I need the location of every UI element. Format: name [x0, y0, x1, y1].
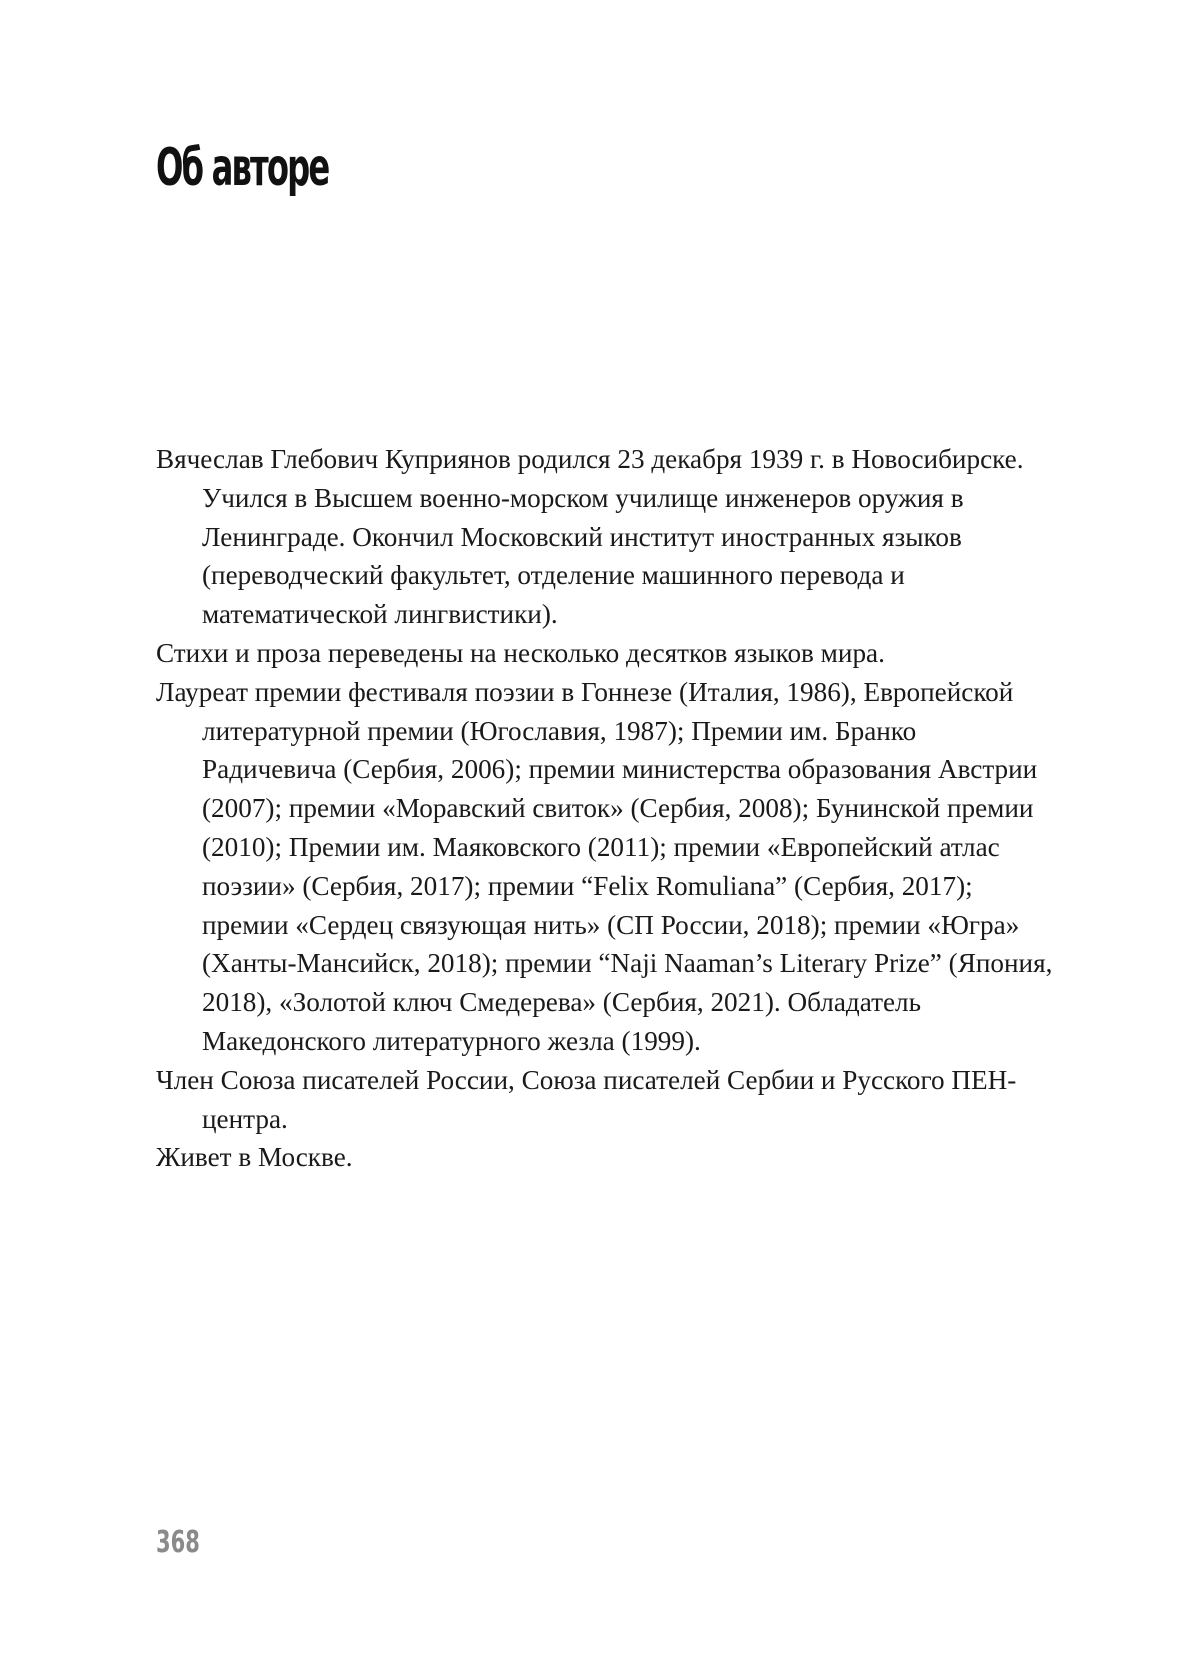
- bio-paragraph-memberships: Член Союза писателей России, Союза писателей Сербии и Русского ПЕН-центра.: [156, 1064, 1017, 1134]
- page-title: Об авторе: [156, 138, 329, 198]
- bio-paragraph-translations: Стихи и проза переведены на несколько десятков языков мира.: [156, 637, 885, 668]
- bio-paragraph-biography: Вячеслав Глебович Куприянов родился 23 декабря 1939 г. в Новосибирске. Учился в Высшем военно-морском училище инженеров оружия в Ленинграде. Окончил Московский институт иностранных языков (переводческий факультет, отделение машинного перевода и математической лингвистики).: [156, 444, 1024, 630]
- bio-paragraph-awards: Лауреат премии фестиваля поэзии в Гоннезе (Италия, 1986), Европейской литературной премии (Югославия, 1987); Премии им. Бранко Радичевича (Сербия, 2006); премии министерства образования Австрии (2007); премии «Моравский свиток» (Сербия, 2008); Бунинской премии (2010); Премии им. Маяковского (2011); премии «Европейский атлас поэзии» (Сербия, 2017); премии “Felix Romuliana” (Сербия, 2017); премии «Сердец связующая нить» (СП России, 2018); премии «Югра» (Ханты-Мансийск, 2018); премии “Naji Naaman’s Literary Prize” (Япония, 2018), «Золотой ключ Смедерева» (Сербия, 2021). Обладатель Македонского литературного жезла (1999).: [156, 676, 1053, 1056]
- page-number: 368: [156, 1525, 200, 1560]
- bio-paragraph-residence: Живет в Москве.: [156, 1142, 353, 1173]
- author-bio: [156, 440, 1056, 1177]
